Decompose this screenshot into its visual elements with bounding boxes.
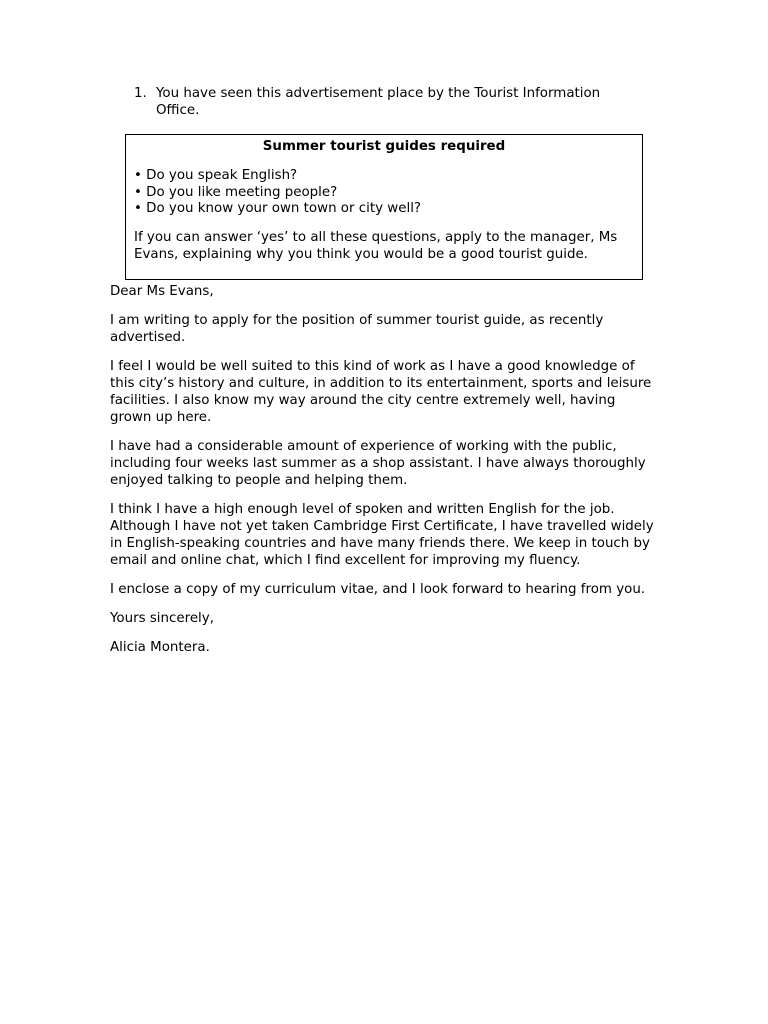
advertisement-instructions: If you can answer ‘yes’ to all these questions, apply to the manager, Ms Evans, explaining why you think you would be a good tourist guide.	[134, 230, 618, 262]
letter-paragraph: I am writing to apply for the position of summer tourist guide, as recently advertised.	[110, 313, 604, 345]
letter-signature: Alicia Montera.	[110, 640, 210, 655]
task-number: 1.	[134, 86, 147, 101]
letter-paragraph: I enclose a copy of my curriculum vitae, and I look forward to hearing from you.	[110, 582, 646, 597]
advertisement-question: • Do you speak English?	[134, 168, 298, 183]
advertisement-box	[125, 134, 643, 280]
letter-paragraph: I have had a considerable amount of experience of working with the public, including four weeks last summer as a shop assistant. I have always thoroughly enjoyed talking to people and helping them.	[110, 439, 646, 488]
advertisement-question: • Do you like meeting people?	[134, 184, 338, 200]
letter-salutation: Dear Ms Evans,	[110, 284, 214, 299]
letter-paragraph: I feel I would be well suited to this kind of work as I have a good knowledge of this city’s history and culture, in addition to its entertainment, sports and leisure facilities. I also know my way around the city centre extremely well, having grown up here.	[110, 359, 652, 425]
letter-paragraph: I think I have a high enough level of spoken and written English for the job. Although I have not yet taken Cambridge First Certificate, I have travelled widely in English-speaking countries and have many friends there. We keep in touch by email and online chat, which I find excellent for improving my fluency.	[110, 502, 654, 568]
letter-body	[110, 283, 655, 668]
advertisement-question: • Do you know your own town or city well?	[134, 201, 422, 216]
advertisement-title: Summer tourist guides required	[262, 139, 506, 154]
advertisement-questions	[134, 167, 421, 217]
task-text: You have seen this advertisement place by the Tourist Information Office.	[156, 86, 601, 118]
letter-closing: Yours sincerely,	[110, 611, 214, 626]
